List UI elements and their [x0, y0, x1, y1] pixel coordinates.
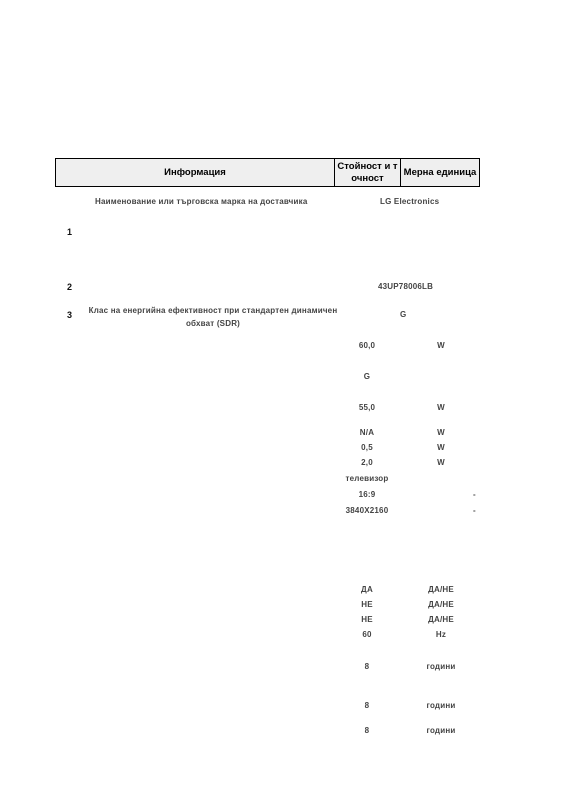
energy-class-value: G	[400, 310, 407, 319]
value-cell: 0,5	[361, 443, 373, 452]
row-number-2: 2	[67, 282, 73, 292]
model-value: 43UP78006LB	[378, 282, 434, 291]
feature-value: 8	[364, 701, 370, 710]
table-header	[55, 158, 480, 187]
feature-unit: години	[426, 701, 456, 710]
feature-value: 8	[364, 662, 370, 671]
value-cell: 60,0	[358, 341, 376, 350]
unit-cell: -	[473, 490, 476, 499]
feature-value: 8	[364, 726, 370, 735]
value-cell: 16:9	[358, 490, 376, 499]
supplier-value: LG Electronics	[380, 197, 440, 206]
unit-cell: W	[437, 443, 445, 452]
value-cell: телевизор	[345, 474, 389, 483]
energy-class-label: Клас на енергийна ефективност при стандартен динамичен обхват (SDR)	[88, 306, 338, 328]
feature-value: ДА	[361, 585, 373, 594]
header-information: Информация	[56, 159, 335, 186]
unit-cell: W	[437, 341, 445, 350]
feature-unit: години	[426, 662, 456, 671]
header-value: Стойност и т очност	[335, 159, 401, 186]
feature-value: НЕ	[361, 615, 373, 624]
value-cell: 3840X2160	[345, 506, 389, 515]
feature-unit: ДА/НЕ	[428, 585, 454, 594]
value-cell: 55,0	[358, 403, 376, 412]
supplier-label: Наименование или търговска марка на доставчика	[95, 197, 308, 206]
unit-cell: W	[437, 458, 445, 467]
header-unit: Мерна единица	[403, 166, 477, 178]
value-cell: G	[363, 372, 371, 381]
feature-unit: години	[426, 726, 456, 735]
feature-value: 60	[362, 630, 372, 639]
value-cell: N/A	[359, 428, 375, 437]
row-number-1: 1	[67, 227, 73, 237]
value-cell: 2,0	[361, 458, 373, 467]
row-number-3: 3	[67, 310, 73, 320]
feature-unit: ДА/НЕ	[428, 600, 454, 609]
feature-unit: Hz	[435, 630, 447, 639]
unit-cell: W	[437, 403, 445, 412]
feature-unit: ДА/НЕ	[428, 615, 454, 624]
unit-cell: W	[437, 428, 445, 437]
unit-cell: -	[473, 506, 476, 515]
feature-value: НЕ	[361, 600, 373, 609]
